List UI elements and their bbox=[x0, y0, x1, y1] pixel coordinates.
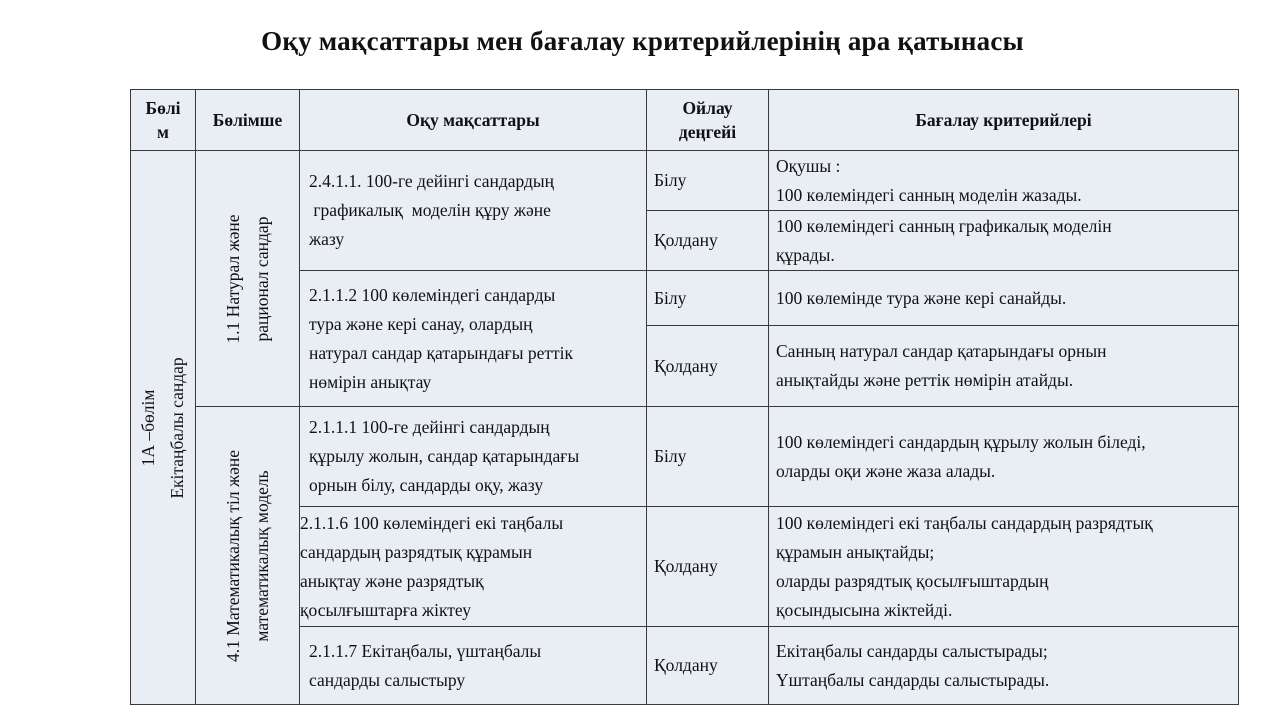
header-objectives: Оқу мақсаттары bbox=[300, 90, 647, 151]
criteria-line: қосындысына жіктейді. bbox=[776, 599, 953, 620]
criteria-line: 100 көлеміндегі санның моделін жазады. bbox=[776, 184, 1082, 205]
subsection-cell bbox=[196, 407, 300, 705]
table-row bbox=[131, 407, 1239, 507]
criteria-line: Оқушы : bbox=[776, 155, 841, 176]
criteria-line: анықтайды және реттік нөмірін атайды. bbox=[776, 370, 1074, 390]
criteria-cell bbox=[769, 271, 1239, 326]
level-cell: Қолдану bbox=[647, 211, 769, 271]
objective-line: 2.1.1.7 Екітаңбалы, үштаңбалы bbox=[309, 640, 542, 661]
level-cell: Қолдану bbox=[647, 507, 769, 627]
table-row bbox=[131, 151, 1239, 211]
criteria-cell bbox=[769, 326, 1239, 407]
objective-cell bbox=[300, 627, 647, 705]
objective-cell bbox=[300, 151, 647, 271]
subsection-line2: математикалық модель bbox=[251, 469, 272, 642]
level-cell: Білу bbox=[647, 271, 769, 326]
objective-line: қосылғыштарға жіктеу bbox=[300, 599, 472, 620]
level-cell: Білу bbox=[647, 151, 769, 211]
criteria-line: 100 көлеміндегі санның графикалық моделін bbox=[776, 215, 1112, 236]
header-thinking-line1: Ойлау bbox=[682, 98, 733, 118]
objective-cell bbox=[300, 507, 647, 627]
header-row bbox=[131, 90, 1239, 151]
subsection-cell bbox=[196, 151, 300, 407]
criteria-line: оларды оқи және жаза алады. bbox=[776, 460, 996, 481]
header-section-line1: Бөлі bbox=[145, 98, 181, 118]
criteria-cell bbox=[769, 211, 1239, 271]
criteria-line: 100 көлеміндегі екі таңбалы сандардың разрядтық bbox=[776, 512, 1153, 533]
subsection-line1: 1.1 Натурал және bbox=[222, 213, 243, 344]
criteria-line: құрады. bbox=[776, 244, 835, 265]
objective-line: 2.4.1.1. 100-ге дейінгі сандардың bbox=[309, 171, 555, 191]
criteria-cell bbox=[769, 151, 1239, 211]
criteria-cell bbox=[769, 627, 1239, 705]
objective-line: 2.1.1.6 100 көлеміндегі екі таңбалы bbox=[300, 512, 564, 533]
objective-cell bbox=[300, 407, 647, 507]
header-criteria: Бағалау критерийлері bbox=[769, 90, 1239, 151]
level-cell: Қолдану bbox=[647, 326, 769, 407]
objective-line: сандарды салыстыру bbox=[309, 669, 466, 690]
header-thinking-level bbox=[647, 90, 769, 151]
objective-line: сандардың разрядтық құрамын bbox=[300, 541, 533, 562]
level-cell: Білу bbox=[647, 407, 769, 507]
section-line1: 1А –бөлім bbox=[138, 389, 158, 466]
level-cell: Қолдану bbox=[647, 627, 769, 705]
criteria-line: оларды разрядтық қосылғыштардың bbox=[776, 570, 1049, 591]
header-thinking-line2: деңгейі bbox=[678, 122, 737, 142]
criteria-line: Санның натурал сандар қатарындағы орнын bbox=[776, 341, 1107, 361]
subsection-line2: рационал сандар bbox=[251, 216, 272, 341]
criteria-cell bbox=[769, 507, 1239, 627]
objectives-criteria-table bbox=[130, 89, 1239, 705]
section-cell bbox=[131, 151, 196, 705]
objective-line: анықтау және разрядтық bbox=[300, 570, 484, 591]
page-title: Оқу мақсаттары мен бағалау критерийлерінің ара қатынасы bbox=[261, 26, 1024, 56]
criteria-line: Үштаңбалы сандарды салыстырады. bbox=[776, 669, 1050, 690]
header-section-line2: м bbox=[157, 122, 169, 142]
objective-line: тура және кері санау, олардың bbox=[309, 313, 533, 334]
header-subsection: Бөлімше bbox=[196, 90, 300, 151]
objective-cell bbox=[300, 271, 647, 407]
objective-line: жазу bbox=[309, 229, 345, 249]
header-section bbox=[131, 90, 196, 151]
objective-line: құрылу жолын, сандар қатарындағы bbox=[309, 446, 580, 466]
objective-line: графикалық моделін құру және bbox=[309, 200, 551, 220]
objective-line: 2.1.1.2 100 көлеміндегі сандарды bbox=[309, 284, 556, 305]
criteria-line: Екітаңбалы сандарды салыстырады; bbox=[776, 640, 1048, 661]
criteria-line: 100 көлемінде тура және кері санайды. bbox=[776, 287, 1067, 308]
objective-line: натурал сандар қатарындағы реттік bbox=[309, 342, 574, 363]
subsection-line1: 4.1 Математикалық тіл және bbox=[222, 449, 243, 662]
criteria-cell bbox=[769, 407, 1239, 507]
criteria-line: 100 көлеміндегі сандардың құрылу жолын біледі, bbox=[776, 431, 1146, 452]
objective-line: орнын білу, сандарды оқу, жазу bbox=[309, 475, 544, 495]
criteria-line: құрамын анықтайды; bbox=[776, 541, 935, 562]
objective-line: нөмірін анықтау bbox=[309, 371, 432, 392]
objective-line: 2.1.1.1 100-ге дейінгі сандардың bbox=[309, 417, 550, 437]
section-line2: Екітаңбалы сандар bbox=[167, 356, 187, 499]
